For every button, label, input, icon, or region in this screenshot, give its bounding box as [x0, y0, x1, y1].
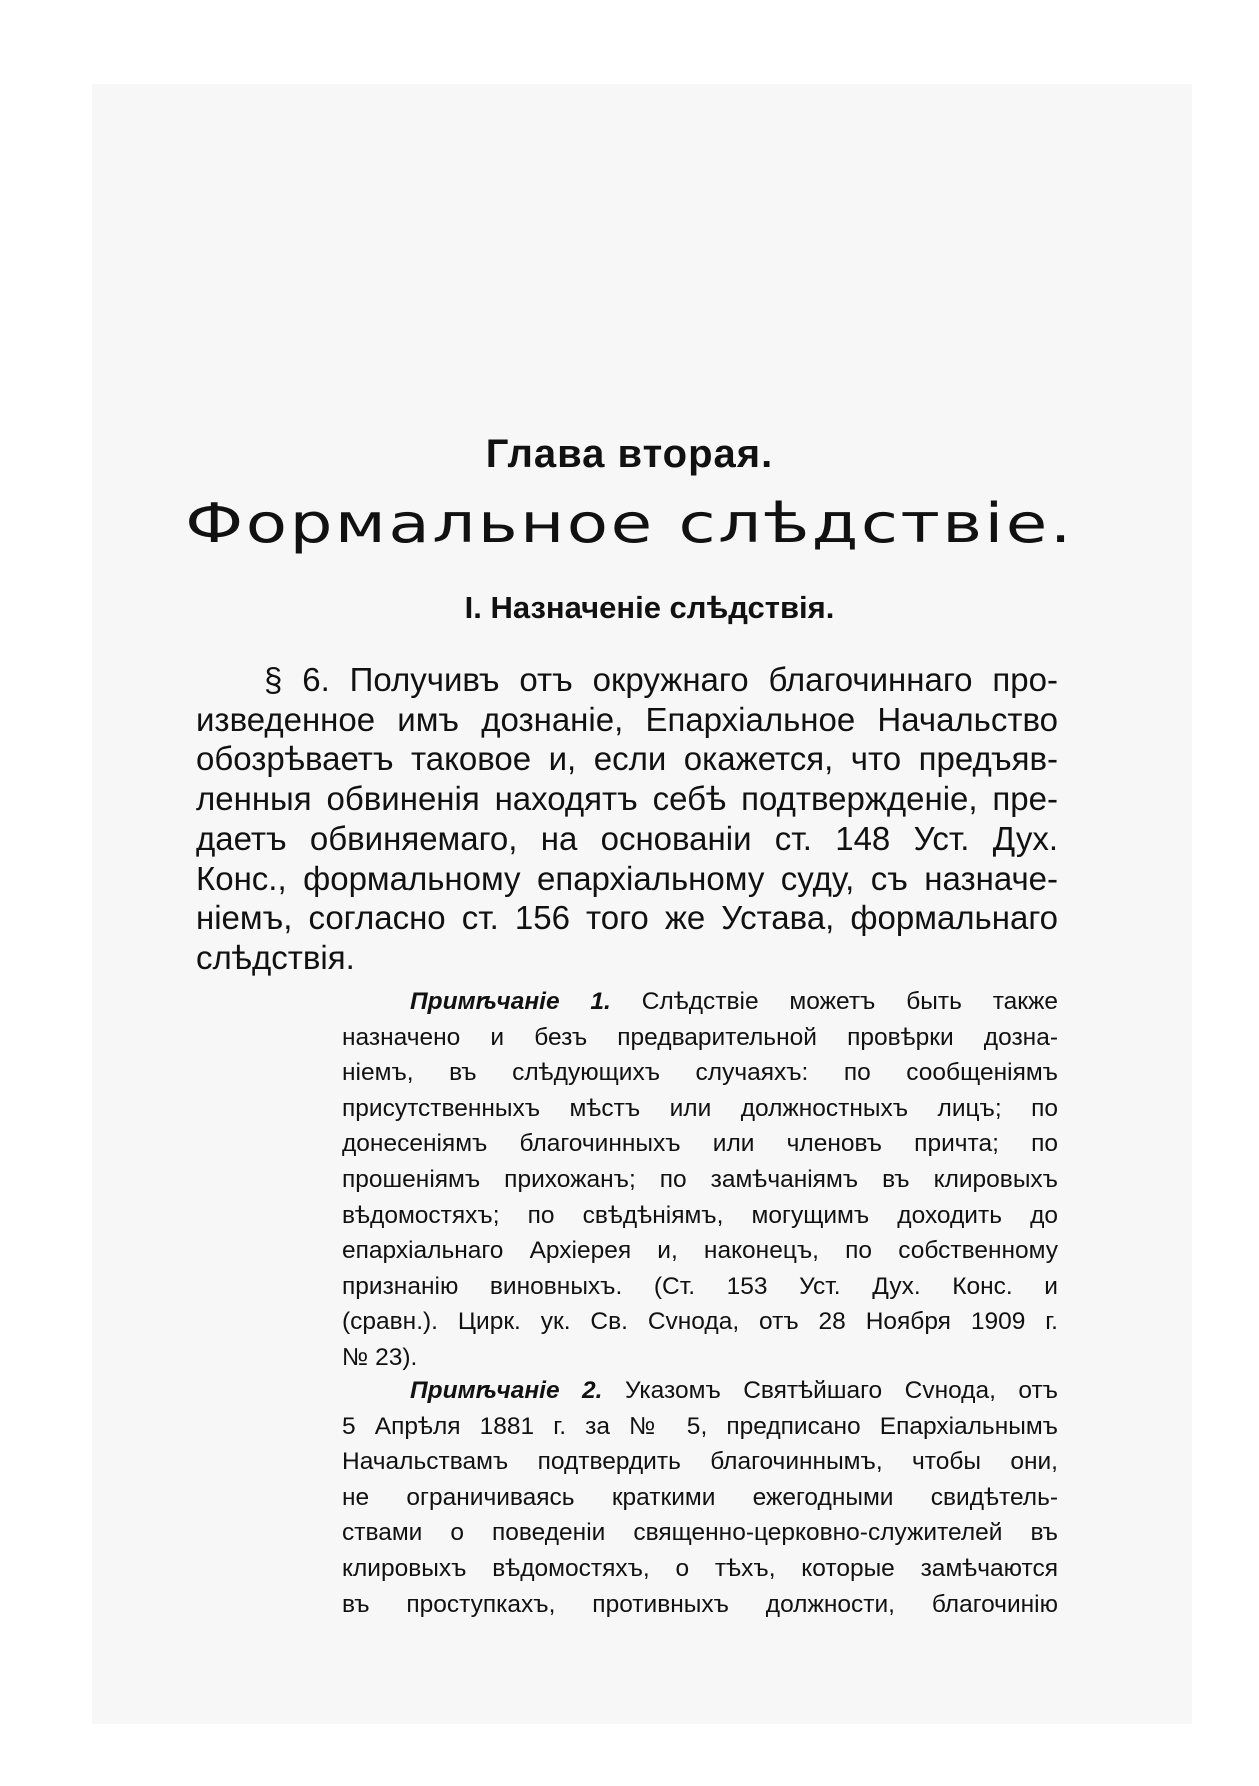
note-line: признанію виновныхъ. (Ст. 153 Уст. Дух. Конс. и	[342, 1272, 1058, 1300]
note-1	[342, 984, 1058, 1376]
note-text: Указомъ Святѣйшаго Сvнода, отъ	[624, 1377, 1058, 1404]
note-line: вѣдомостяхъ; по свѣдѣніямъ, могущимъ доходить до	[342, 1201, 1058, 1229]
note-2	[342, 1373, 1058, 1622]
note-line: прошеніямъ прихожанъ; по замѣчаніямъ въ клировыхъ	[342, 1165, 1058, 1193]
paragraph-line: обозрѣваетъ таковое и, если окажется, что предъяв-	[196, 740, 1058, 778]
paragraph-line: ленныя обвиненія находятъ себѣ подтвержденіе, пре-	[196, 780, 1058, 818]
note-line: назначено и безъ предварительной провѣрки дозна-	[342, 1023, 1058, 1051]
note-first-line	[342, 1373, 1058, 1409]
note-line: ствами о поведеніи священно-церковно-служителей въ	[342, 1519, 1058, 1547]
note-line: № 23).	[342, 1343, 418, 1371]
note-line: въ проступкахъ, противныхъ должности, благочинію	[342, 1590, 1058, 1618]
note-line: (сравн.). Цирк. ук. Св. Сvнода, отъ 28 Ноября 1909 г.	[342, 1308, 1058, 1336]
note-line: клировыхъ вѣдомостяхъ, о тѣхъ, которые замѣчаются	[342, 1554, 1058, 1582]
note-line: ніемъ, въ слѣдующихъ случаяхъ: по сообщеніямъ	[342, 1059, 1058, 1087]
note-line: донесеніямъ благочинныхъ или членовъ причта; по	[342, 1130, 1058, 1158]
section-heading: I. Назначеніе слѣдствія.	[464, 590, 835, 625]
paragraph-line: ніемъ, согласно ст. 156 того же Устава, формальнаго	[196, 899, 1058, 937]
paragraph-section-6	[196, 660, 1058, 978]
note-line: присутственныхъ мѣстъ или должностныхъ лицъ; по	[342, 1094, 1058, 1122]
note-label: Примѣчаніе 1.	[410, 988, 611, 1015]
note-line: епархіальнаго Архіерея и, наконецъ, по собственному	[342, 1237, 1058, 1265]
paragraph-line: слѣдствія.	[196, 938, 355, 976]
paragraph-line: § 6. Получивъ отъ окружнаго благочиннаго про-	[264, 661, 1058, 698]
note-line: Начальствамъ подтвердить благочиннымъ, чтобы они,	[342, 1448, 1058, 1476]
paragraph-line: изведенное имъ дознаніе, Епархіальное Начальство	[196, 700, 1058, 738]
note-label: Примѣчаніе 2.	[410, 1377, 603, 1404]
paragraph-line: Конс., формальному епархіальному суду, съ назначе-	[196, 859, 1058, 897]
chapter-title: Глава вторая.	[485, 432, 774, 476]
note-first-line	[342, 984, 1058, 1020]
note-text: Слѣдствіе можетъ быть также	[641, 988, 1058, 1015]
paragraph-line: даетъ обвиняемаго, на основаніи ст. 148 Уст. Дух.	[196, 819, 1058, 857]
chapter-subtitle: Формальное слѣдствіе.	[185, 492, 1074, 555]
note-line: 5 Апрѣля 1881 г. за № 5, предписано Епархіальнымъ	[342, 1412, 1058, 1440]
note-line: не ограничиваясь краткими ежегодными свидѣтель-	[342, 1483, 1058, 1511]
